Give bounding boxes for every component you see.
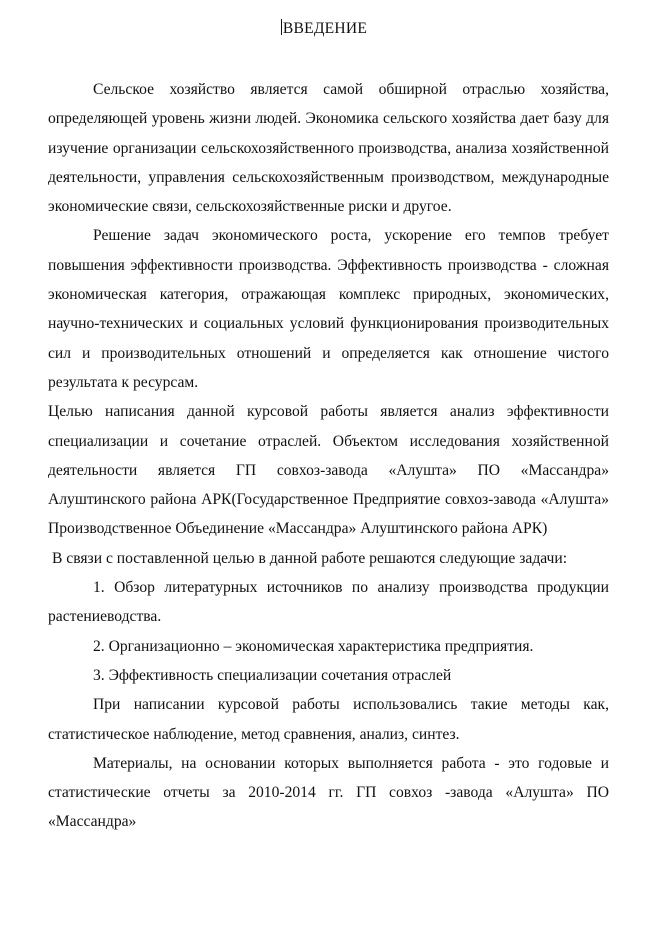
paragraph-methods: При написании курсовой работы использовались такие методы как, статистическое наблюдение, метод сравнения, анализ, синтез. <box>48 696 609 743</box>
text-cursor <box>281 19 282 35</box>
paragraph-intro: Сельское хозяйство является самой обширной отраслью хозяйства, определяющей уровень жизни людей. Экономика сельского хозяйства дает базу для изучение организации сельскохозяйственного производства, анализа хозяйственной деятельности, управления сельскохозяйственным производством, международные экономические связи, сельскохозяйственные риски и другое. <box>48 81 609 216</box>
paragraph-materials: Материалы, на основании которых выполняется работа - это годовые и статистические отчеты за 2010-2014 гг. ГП совхоз -завода «Алушта» ПО «Массандра» <box>48 754 609 831</box>
page-title-container <box>0 14 648 43</box>
list-item-task-2: 2. Организационно – экономическая характеристика предприятия. <box>93 637 534 655</box>
paragraph-efficiency: Решение задач экономического роста, ускорение его темпов требует повышения эффективности производства. Эффективность производства - сложная экономическая категория, отражающая комплекс природных, экономических, научно-технических и социальных условий функционирования производительных сил и производительных отношений и определяется как отношение чистого результата к ресурсам. <box>48 227 609 391</box>
page-title: ВВЕДЕНИЕ <box>282 20 368 37</box>
paragraph-tasks-intro: В связи с поставленной целью в данной работе решаются следующие задачи: <box>52 549 568 567</box>
paragraph-goal: Целью написания данной курсовой работы является анализ эффективности специализации и сочетание отраслей. Объектом исследования хозяйственной деятельности является ГП совхоз-завода «Алушта» ПО «Массандра» Алуштинского района АРК(Государственное Предприятие совхоз-завода «Алушта» Производственное Объединение «Массандра» Алуштинского района АРК) <box>48 403 609 538</box>
document-body <box>48 75 609 837</box>
list-item-task-1: 1. Обзор литературных источников по анализу производства продукции растениеводства. <box>48 579 609 626</box>
list-item-task-3: 3. Эффективность специализации сочетания отраслей <box>93 666 452 684</box>
